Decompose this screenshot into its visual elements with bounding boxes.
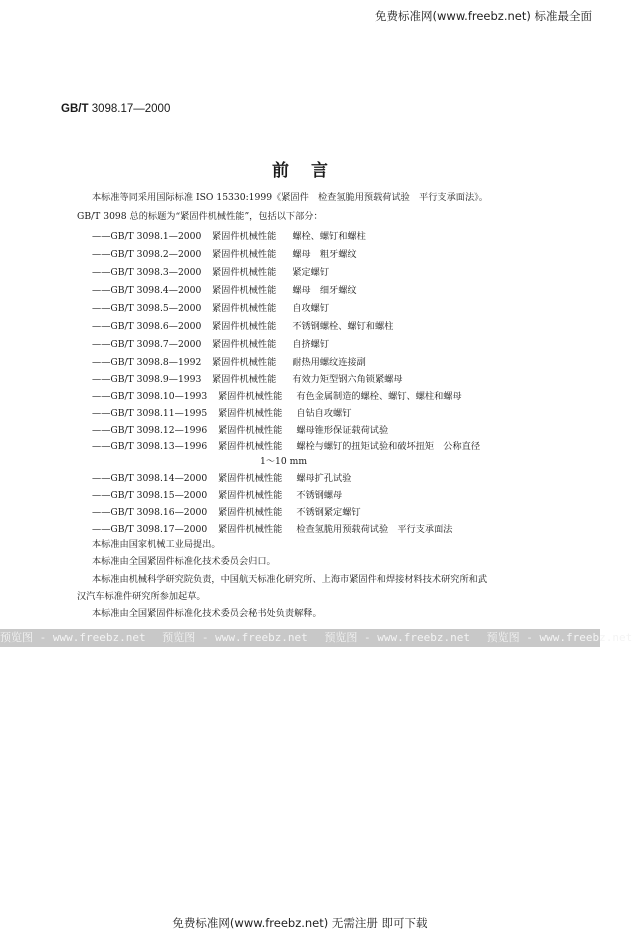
part-category: 紧固件机械性能 [218,441,283,452]
part-subject: 不锈钢螺栓、螺钉和螺柱 [292,321,394,332]
part-category: 紧固件机械性能 [218,473,283,484]
part-subject: 螺母扩孔试验 [296,473,352,484]
part-subject: 自钻自攻螺钉 [296,408,352,419]
part-category: 紧固件机械性能 [212,374,277,385]
part-category: 紧固件机械性能 [218,391,283,402]
part-list-item [92,303,329,315]
part-code: ——GB/T 3098.5—2000 [92,303,202,314]
part-category: 紧固件机械性能 [212,267,277,278]
part-subject: 有色金属制造的螺栓、螺钉、螺柱和螺母 [296,391,462,402]
part-code: ——GB/T 3098.11—1995 [92,408,208,419]
part-category: 紧固件机械性能 [212,357,277,368]
part-subject: 不锈钢螺母 [296,490,343,501]
part-list-item [92,321,393,333]
watermark-text: 预览图 - www.freebz.net [0,631,146,644]
closing-paragraph: 本标准由全国紧固件标准化技术委员会秘书处负责解释。 [92,608,322,619]
part-subject: 螺栓与螺钉的扭矩试验和破坏扭矩 公称直径 [296,441,481,452]
part-code: ——GB/T 3098.8—1992 [92,357,202,368]
part-subject: 螺母 粗牙螺纹 [292,249,357,260]
part-list-item [92,524,453,536]
part-subject: 有效力矩型钢六角锁紧螺母 [292,374,403,385]
part-subject: 紧定螺钉 [292,267,330,278]
part-code: ——GB/T 3098.9—1993 [92,374,202,385]
part-category: 紧固件机械性能 [218,490,283,501]
watermark-band [0,629,633,647]
watermark-text: 预览图 - www.freebz.net [162,631,308,644]
part-list-item [92,339,329,351]
part-code: ——GB/T 3098.14—2000 [92,473,208,484]
part-list-item [92,408,351,420]
part-code: ——GB/T 3098.2—2000 [92,249,202,260]
part-list-item [92,249,357,261]
part-code: ——GB/T 3098.17—2000 [92,524,208,535]
part-subject: 检查氢脆用预载荷试验 平行支承面法 [296,524,453,535]
intro-paragraph: GB/T 3098 总的标题为“紧固件机械性能”，包括以下部分： [77,211,323,222]
part-subject: 螺母锥形保证载荷试验 [296,425,389,436]
part-list-item [92,391,462,403]
part-code: ——GB/T 3098.3—2000 [92,267,202,278]
part-subject: 耐热用螺纹连接副 [292,357,366,368]
document-code-number: 3098.17—2000 [91,103,171,115]
part-subject: 自攻螺钉 [292,303,330,314]
watermark-text: 预览图 - www.freebz.net [324,631,471,644]
part-list-item [92,374,403,386]
part-list-item [92,285,357,297]
footer-banner: 免费标准网(www.freebz.net) 无需注册 即可下载 [172,916,428,930]
part-subject: 螺母 细牙螺纹 [292,285,357,296]
closing-paragraph: 本标准由机械科学研究院负责，中国航天标准化研究所、上海市紧固件和焊接材料技术研究所和武 [92,574,488,585]
part-code: ——GB/T 3098.16—2000 [92,507,208,518]
part-list-item [92,473,351,485]
part-code: ——GB/T 3098.4—2000 [92,285,202,296]
part-category: 紧固件机械性能 [218,425,283,436]
part-list-item [92,425,388,437]
part-list-item [92,267,329,279]
closing-paragraph: 本标准由全国紧固件标准化技术委员会归口。 [92,556,276,567]
page-title: 前言 [272,161,350,181]
part-code: ——GB/T 3098.7—2000 [92,339,202,350]
part-category: 紧固件机械性能 [212,231,277,242]
intro-paragraph: 本标准等同采用国际标准 ISO 15330:1999《紧固件 检查氢脆用预载荷试验 平行支承面法》。 [92,192,488,203]
part-code: ——GB/T 3098.12—1996 [92,425,208,436]
part-code: ——GB/T 3098.6—2000 [92,321,202,332]
part-list-item [92,357,366,369]
part-code: ——GB/T 3098.10—1993 [92,391,208,402]
part-code: ——GB/T 3098.15—2000 [92,490,208,501]
closing-paragraph: 汉汽车标准件研究所参加起草。 [77,591,206,602]
part-subject: 不锈钢紧定螺钉 [296,507,361,518]
part-subject-continuation: 1～10 mm [260,456,308,467]
closing-paragraph: 本标准由国家机械工业局提出。 [92,539,221,550]
part-subject: 自挤螺钉 [292,339,330,350]
watermark-text: 预览图 - www.freebz.net [486,631,633,644]
part-category: 紧固件机械性能 [218,524,283,535]
part-category: 紧固件机械性能 [212,339,277,350]
part-list-item [92,441,480,453]
part-code: ——GB/T 3098.13—1996 [92,441,208,452]
part-list-item [92,507,361,519]
part-category: 紧固件机械性能 [212,303,277,314]
part-category: 紧固件机械性能 [212,321,277,332]
header-banner: 免费标准网(www.freebz.net) 标准最全面 [375,9,592,23]
part-category: 紧固件机械性能 [212,285,277,296]
document-code [61,103,170,115]
part-code: ——GB/T 3098.1—2000 [92,231,202,242]
part-category: 紧固件机械性能 [212,249,277,260]
part-list-item [92,490,342,502]
document-code-prefix: GB/T [61,103,89,115]
part-list-item [92,231,366,243]
part-category: 紧固件机械性能 [218,408,283,419]
part-subject: 螺栓、螺钉和螺柱 [292,231,366,242]
part-category: 紧固件机械性能 [218,507,283,518]
